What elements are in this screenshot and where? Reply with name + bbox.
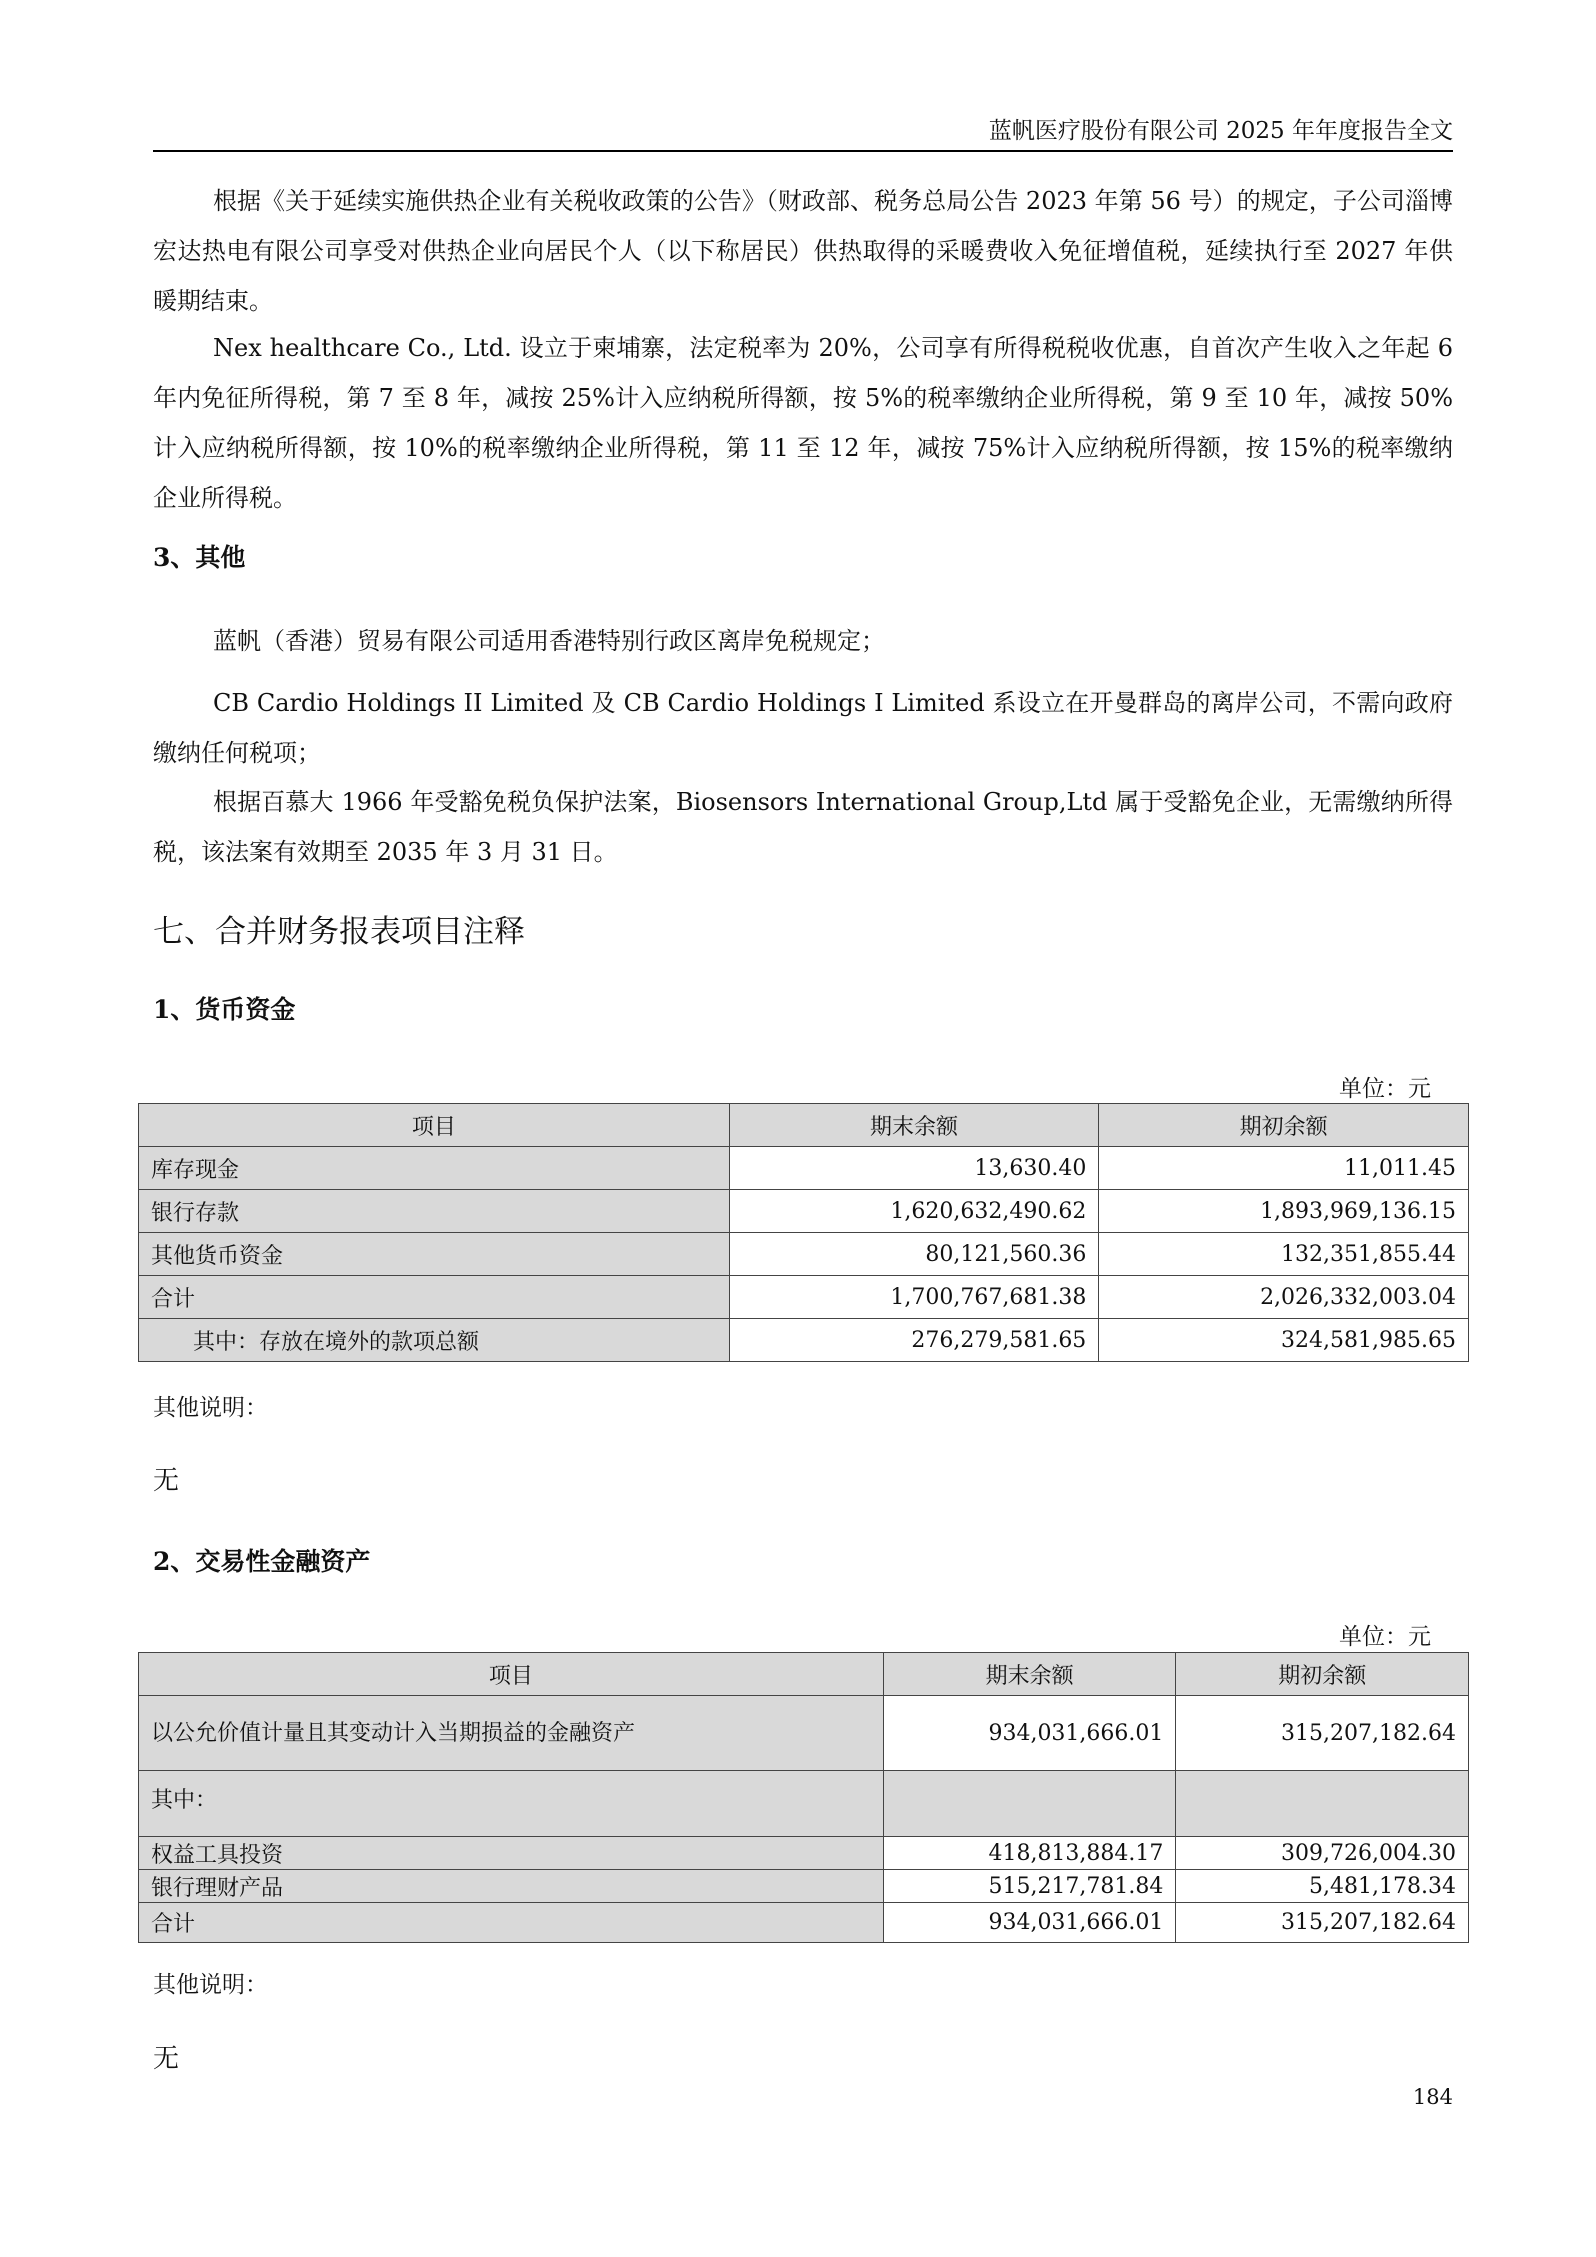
section-heading-notes: 七、合并财务报表项目注释 bbox=[153, 914, 525, 950]
section-heading-cash: 1、货币资金 bbox=[153, 995, 296, 1024]
row-label: 其中：存放在境外的款项总额 bbox=[139, 1319, 730, 1362]
report-header-title: 蓝帆医疗股份有限公司 2025 年年度报告全文 bbox=[988, 118, 1453, 144]
header-divider bbox=[153, 150, 1453, 152]
trading-table bbox=[138, 1652, 1469, 1943]
table-row bbox=[139, 1771, 1469, 1837]
table-row bbox=[139, 1696, 1469, 1771]
row-label: 权益工具投资 bbox=[139, 1837, 884, 1870]
begin-balance-cell: 2,026,332,003.04 bbox=[1099, 1276, 1469, 1319]
column-header-begin-balance: 期初余额 bbox=[1176, 1653, 1469, 1696]
section-heading-other: 3、其他 bbox=[153, 543, 246, 572]
row-label: 银行存款 bbox=[139, 1190, 730, 1233]
end-balance-cell: 418,813,884.17 bbox=[883, 1837, 1176, 1870]
row-label: 合计 bbox=[139, 1903, 884, 1943]
end-balance-cell: 1,700,767,681.38 bbox=[729, 1276, 1099, 1319]
row-label: 其他货币资金 bbox=[139, 1233, 730, 1276]
column-header-end-balance: 期末余额 bbox=[729, 1104, 1099, 1147]
page-number: 184 bbox=[1412, 2085, 1453, 2109]
end-balance-cell: 80,121,560.36 bbox=[729, 1233, 1099, 1276]
end-balance-cell: 276,279,581.65 bbox=[729, 1319, 1099, 1362]
section-heading-trading: 2、交易性金融资产 bbox=[153, 1547, 371, 1576]
end-balance-cell: 934,031,666.01 bbox=[883, 1903, 1176, 1943]
tax-paragraph-nex: Nex healthcare Co., Ltd. 设立于柬埔寨，法定税率为 20%，公司享有所得税税收优惠，自首次产生收入之年起 6 年内免征所得税，第 7 至 8 年，减按 25%计入应纳税所得额，按 5%的税率缴纳企业所得税，第 9 至 10 年，减按 50%计入应纳税所得额，按 10%的税率缴纳企业所得税，第 11 至 12 年，减按 75%计入应纳税所得额，按 15%的税率缴纳企业所得税。 bbox=[153, 334, 1453, 512]
table-row bbox=[139, 1190, 1469, 1233]
end-balance-cell: 934,031,666.01 bbox=[883, 1696, 1176, 1771]
begin-balance-cell: 132,351,855.44 bbox=[1099, 1233, 1469, 1276]
table-row bbox=[139, 1903, 1469, 1943]
cash-note-label: 其他说明： bbox=[153, 1395, 268, 1421]
begin-balance-cell bbox=[1176, 1771, 1469, 1837]
begin-balance-cell: 324,581,985.65 bbox=[1099, 1319, 1469, 1362]
begin-balance-cell: 11,011.45 bbox=[1099, 1147, 1469, 1190]
begin-balance-cell: 5,481,178.34 bbox=[1176, 1870, 1469, 1903]
cash-table bbox=[138, 1103, 1469, 1362]
trading-unit-label: 单位：元 bbox=[1339, 1624, 1431, 1650]
trading-note-value: 无 bbox=[153, 2044, 180, 2074]
table-row bbox=[139, 1837, 1469, 1870]
table-row bbox=[139, 1147, 1469, 1190]
other-paragraph-hk: 蓝帆（香港）贸易有限公司适用香港特别行政区离岸免税规定； bbox=[213, 627, 885, 655]
begin-balance-cell: 309,726,004.30 bbox=[1176, 1837, 1469, 1870]
column-header-end-balance: 期末余额 bbox=[883, 1653, 1176, 1696]
column-header-item: 项目 bbox=[139, 1653, 884, 1696]
other-paragraph-bermuda: 根据百慕大 1966 年受豁免税负保护法案，Biosensors International Group,Ltd 属于受豁免企业，无需缴纳所得税，该法案有效期至 2035 年 3 月 31 日。 bbox=[153, 788, 1453, 866]
other-paragraph-cayman: CB Cardio Holdings II Limited 及 CB Cardio Holdings I Limited 系设立在开曼群岛的离岸公司，不需向政府缴纳任何税项； bbox=[153, 689, 1453, 767]
row-label: 以公允价值计量且其变动计入当期损益的金融资产 bbox=[139, 1696, 884, 1771]
table-row bbox=[139, 1870, 1469, 1903]
begin-balance-cell: 315,207,182.64 bbox=[1176, 1903, 1469, 1943]
begin-balance-cell: 1,893,969,136.15 bbox=[1099, 1190, 1469, 1233]
row-label: 银行理财产品 bbox=[139, 1870, 884, 1903]
column-header-item: 项目 bbox=[139, 1104, 730, 1147]
end-balance-cell: 515,217,781.84 bbox=[883, 1870, 1176, 1903]
tax-paragraph-heating: 根据《关于延续实施供热企业有关税收政策的公告》（财政部、税务总局公告 2023 年第 56 号）的规定，子公司淄博宏达热电有限公司享受对供热企业向居民个人（以下称居民）供热取得的采暖费收入免征增值税，延续执行至 2027 年供暖期结束。 bbox=[153, 187, 1453, 315]
cash-unit-label: 单位：元 bbox=[1339, 1076, 1431, 1102]
end-balance-cell bbox=[883, 1771, 1176, 1837]
column-header-begin-balance: 期初余额 bbox=[1099, 1104, 1469, 1147]
table-row bbox=[139, 1319, 1469, 1362]
cash-note-value: 无 bbox=[153, 1466, 180, 1496]
row-label: 其中： bbox=[139, 1771, 884, 1837]
trading-note-label: 其他说明： bbox=[153, 1972, 268, 1998]
end-balance-cell: 1,620,632,490.62 bbox=[729, 1190, 1099, 1233]
end-balance-cell: 13,630.40 bbox=[729, 1147, 1099, 1190]
row-label: 库存现金 bbox=[139, 1147, 730, 1190]
begin-balance-cell: 315,207,182.64 bbox=[1176, 1696, 1469, 1771]
table-row bbox=[139, 1233, 1469, 1276]
row-label: 合计 bbox=[139, 1276, 730, 1319]
table-row bbox=[139, 1276, 1469, 1319]
